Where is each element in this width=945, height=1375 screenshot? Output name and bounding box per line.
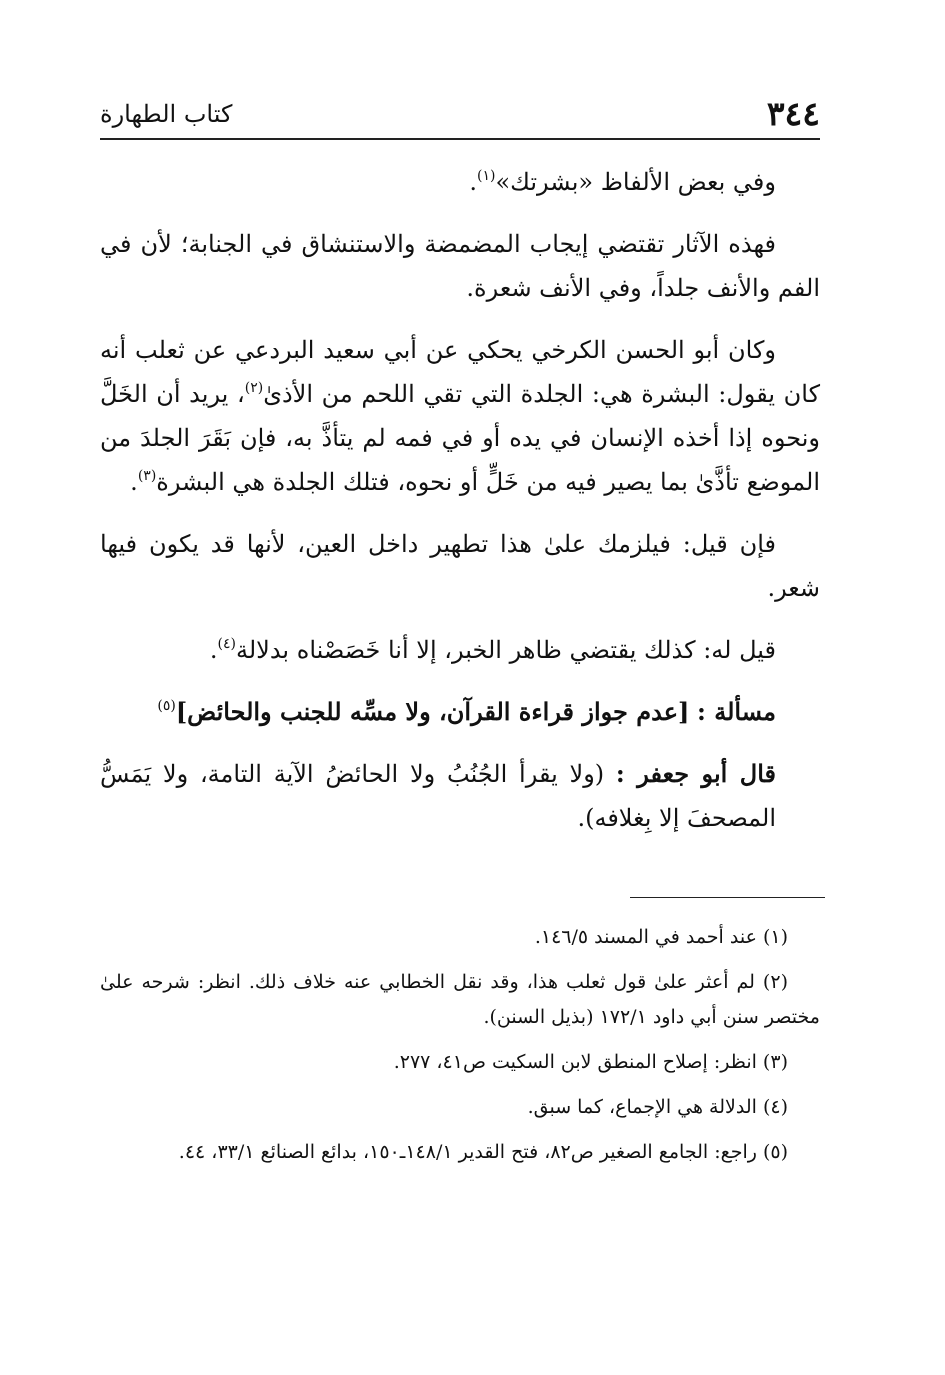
page-number: ٣٤٤ bbox=[766, 94, 820, 133]
footnote-separator bbox=[630, 897, 825, 898]
footnote-ref: (٢) bbox=[244, 380, 264, 396]
paragraph bbox=[100, 328, 820, 504]
footnote: (٥) راجع: الجامع الصغير ص٨٢، فتح القدير ١٤٨/١ـ١٥٠، بدائع الصنائع ٣٣/١، ٤٤. bbox=[178, 1141, 788, 1163]
footnote-ref: (٣) bbox=[137, 468, 157, 484]
paragraph bbox=[100, 628, 820, 672]
footnote-ref: (٥) bbox=[157, 698, 176, 714]
main-text bbox=[100, 160, 820, 858]
paragraph-end: . bbox=[209, 636, 218, 664]
paragraph-end: . bbox=[469, 168, 477, 196]
issue-heading bbox=[100, 690, 820, 734]
paragraph-end: . bbox=[130, 468, 138, 496]
footnotes bbox=[100, 920, 820, 1180]
footnote: (٤) الدلالة هي الإجماع، كما سبق. bbox=[527, 1096, 788, 1118]
paragraph: فإن قيل: فيلزمك علىٰ هذا تطهير داخل العين، لأنها قد يكون فيها شعر. bbox=[100, 530, 820, 602]
footnote-ref: (١) bbox=[476, 168, 496, 184]
footnote-ref: (٤) bbox=[217, 636, 236, 652]
footnote: (١) عند أحمد في المسند ١٤٦/٥. bbox=[534, 926, 788, 948]
paragraph bbox=[100, 160, 820, 204]
paragraph-text: وكان أبو الحسن الكرخي يحكي عن أبي سعيد البردعي عن ثعلب أنه كان يقول: البشرة هي: الجلدة التي تقي اللحم من الأذىٰ bbox=[100, 336, 820, 408]
page-header bbox=[100, 92, 820, 140]
paragraph-text: ، يريد أن الخَلَّ ونحوه إذا أخذه الإنسان في يده أو في فمه لم يتأذَّ به، فإن بَقَرَ الجلدَ من الموضع تأذَّىٰ بما يصير فيه من خَلٍّ أو نحوه، فتلك الجلدة هي البشرة bbox=[100, 380, 821, 496]
footnote: (٢) لم أعثر علىٰ قول ثعلب هذا، وقد نقل الخطابي عنه خلاف ذلك. انظر: شرحه علىٰ مختصر سنن أبي داود ١٧٢/١ (بذيل السنن). bbox=[100, 971, 820, 1028]
paragraph bbox=[100, 752, 820, 840]
running-title: كتاب الطهارة bbox=[100, 100, 233, 128]
issue-label: مسألة : bbox=[697, 697, 776, 726]
paragraph-text: وفي بعض الألفاظ «بشرتك» bbox=[495, 168, 776, 196]
paragraph-text: (ولا يقرأ الجُنُبُ ولا الحائضُ الآية التامة، ولا يَمَسُّ المصحفَ إلا بِغلافه). bbox=[100, 760, 776, 832]
issue-title: [عدم جواز قراءة القرآن، ولا مسِّه للجنب والحائض] bbox=[175, 697, 690, 726]
paragraph: فهذه الآثار تقتضي إيجاب المضمضة والاستنشاق في الجنابة؛ لأن في الفم والأنف جلداً، وفي الأنف شعرة. bbox=[100, 230, 820, 302]
speaker-label: قال أبو جعفر : bbox=[615, 759, 776, 788]
footnote: (٣) انظر: إصلاح المنطق لابن السكيت ص٤١، ٢٧٧. bbox=[393, 1051, 788, 1073]
paragraph-text: قيل له: كذلك يقتضي ظاهر الخبر، إلا أنا خَصَصْناه بدلالة bbox=[235, 636, 776, 664]
